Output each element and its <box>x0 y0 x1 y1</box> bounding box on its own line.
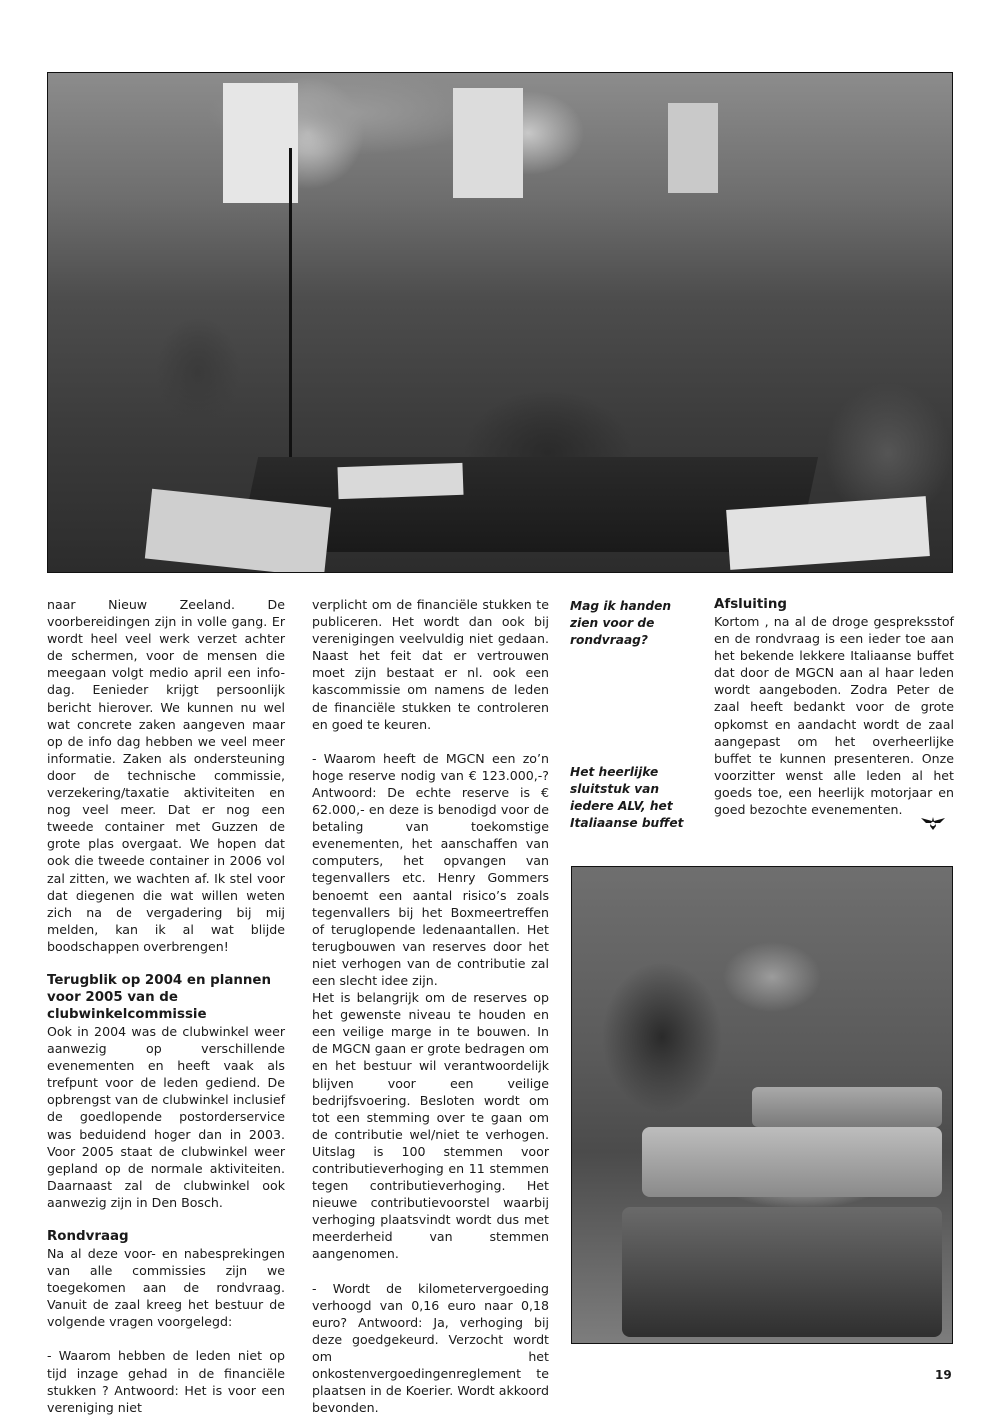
article-column-4 <box>714 596 954 818</box>
paragraph: Ook in 2004 was de clubwinkel weer aanwezig op verschillende evenementen en heeft vaak als trefpunt voor de leden gediend. De opbrengst van de clubwinkel inclusief de goedlopende postorderservice was beduidend hoger dan in 2003. Voor 2005 staat de clubwinkel weer gepland op de normale aktiviteiten. Daarnaast zal de clubwinkel ook aanwezig zijn in Den Bosch. <box>47 1023 285 1210</box>
photo-window <box>453 88 523 198</box>
photo-buffet-tray <box>642 1127 942 1197</box>
photo-paper <box>726 496 930 570</box>
section-heading: Rondvraag <box>47 1229 129 1244</box>
paragraph: verplicht om de financiële stukken te publiceren. Het wordt dan ook bij verenigingen veelvuldig niet gedaan. Naast het feit dat er vertrouwen moet zijn bestaat er nl. ook een kascommissie om namens de leden de financiële stukken te controleren en goed te keuren. <box>312 597 549 732</box>
photo-caption: Mag ik handen zien voor de rondvraag? <box>570 599 672 647</box>
photo-buffet-tray <box>752 1087 942 1127</box>
meeting-audience-photo <box>47 72 953 573</box>
photo-caption: Het heerlijke sluitstuk van iedere ALV, het Italiaanse buffet <box>570 765 684 830</box>
photo-microphone-stand <box>289 148 292 478</box>
photo-window <box>223 83 298 203</box>
section-heading: Afsluiting <box>714 597 787 612</box>
eagle-logo-icon <box>920 815 946 831</box>
page-number: 19 <box>935 1368 952 1382</box>
paragraph: - Waarom heeft de MGCN een zo’n hoge reserve nodig van € 123.000,-? Antwoord: De echte reserve is € 62.000,- en deze is benodigd voor de betaling van toekomstige evenementen, het aanschaffen van computers, het opvangen van tegenvallers etc. Henry Gommers benoemt een aantal risico’s zoals tegenvallers bij het Boxmeertreffen of teruglopende ledenaantallen. Het terugbouwen van reserves door het niet verhogen van de contributie zal een slecht idee zijn. <box>312 750 549 988</box>
italian-buffet-photo <box>571 866 953 1344</box>
paragraph: Het is belangrijk om de reserves op het gewenste niveau te houden en een veilige marge in te bouwen. In de MGCN gaan er grote bedragen om en het bestuur wil verantwoordelijk blijven voor een veilige bedrijfsvoering. Besloten wordt om tot een stemming over te gaan om de contributie wel/niet te verhogen. Uitslag is 100 stemmen voor contributieverhoging en 11 stemmen tegen contributieverhoging. Het nieuwe contributievoorstel waarbij verhoging plaatsvindt wordt dus met meerderheid van stemmen aangenomen. <box>312 990 549 1262</box>
paragraph: - Waarom hebben de leden niet op tijd inzage gehad in de financiële stukken ? Antwoord: Het is voor een vereniging niet <box>47 1348 285 1415</box>
photo-window <box>668 103 718 193</box>
section-heading: Terugblik op 2004 en plannen voor 2005 van de clubwinkelcommissie <box>47 972 272 1022</box>
paragraph: naar Nieuw Zeeland. De voorbereidingen zijn in volle gang. Er wordt heel veel werk verzet achter de schermen, voor de mensen die meegaan volgt medio april een info-dag. Eenieder krijgt persoonlijk bericht hierover. We kunnen nu wel wat concrete zaken aangeven maar op de info dag hebben we veel meer informatie. Zaken als ondersteuning door de technische commissie, verzekering/taxatie aktiviteiten en nog veel meer. Dat er nog een tweede container met Guzzen de grote plas overgaat. We hopen dat ook die tweede container in 2006 vol zal zitten, we wachten af. Ik stel voor dat diegenen die wat willen weten zich na de vergadering bij mij melden, kan ik al wat blijde boodschappen overbrengen! <box>47 597 285 954</box>
photo-paper <box>337 463 463 499</box>
article-column-2 <box>312 596 549 1416</box>
photo-buffet-tray <box>622 1207 942 1337</box>
paragraph: - Wordt de kilometervergoeding verhoogd van 0,16 euro naar 0,18 euro? Antwoord: Ja, verhoging bij deze goedgekeurd. Verzocht wordt om het onkostenvergoedingenreglement te plaatsen in de Koerier. Wordt akkoord bevonden. <box>312 1280 549 1416</box>
paragraph: Kortom , na al de droge gespreksstof en de rondvraag is een ieder toe aan het bekende lekkere Italiaanse buffet dat door de MGCN aan al haar leden wordt aangeboden. Zodra Peter de zaal heeft bedankt voor de grote opkomst en aandacht wordt de zaal aangepast om het overheerlijke buffet te kunnen presenteren. Onze voorzitter wenst alle leden al het goeds toe, een heerlijk motorjaar en goed bezochte evenementen. <box>714 614 954 818</box>
paragraph: Na al deze voor- en nabesprekingen van alle commissies zijn we toegekomen aan de rondvraag. Vanuit de zaal kreeg het bestuur de volgende vragen voorgelegd: <box>47 1246 285 1330</box>
article-column-1 <box>47 596 285 1416</box>
